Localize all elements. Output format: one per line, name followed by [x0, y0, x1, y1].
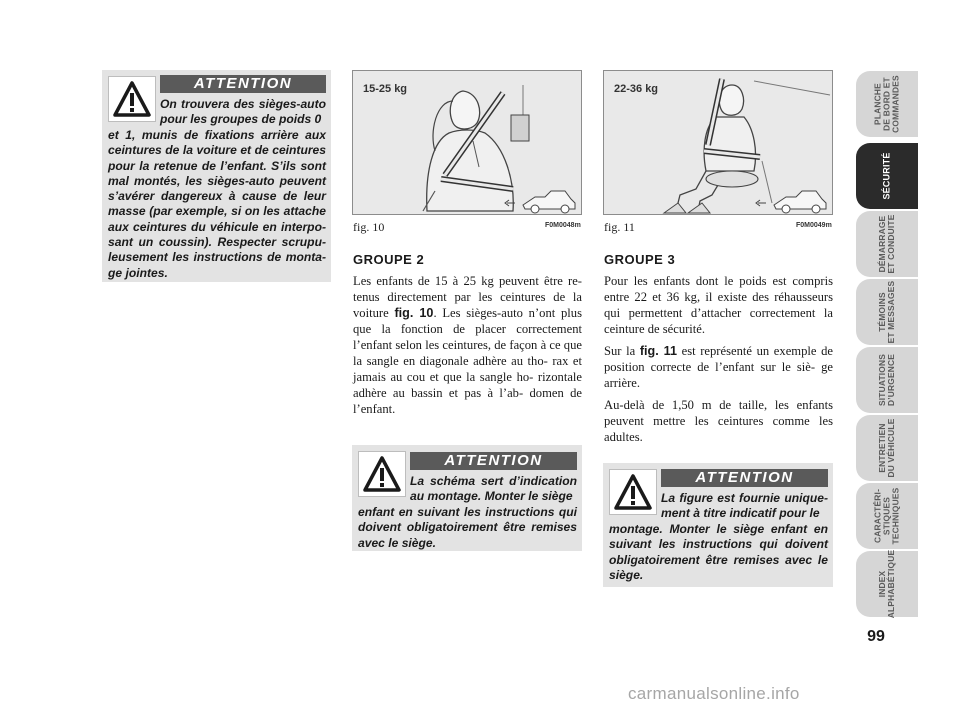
- figure-11: [603, 70, 833, 215]
- tab-label: DÉMARRAGE ET CONDUITE: [877, 214, 896, 274]
- tab-situations-urgence[interactable]: [856, 347, 918, 413]
- tab-label: SITUATIONS D’URGENCE: [877, 353, 896, 407]
- tab-label: TÉMOINS ET MESSAGES: [877, 280, 896, 344]
- warning-heading: ATTENTION: [661, 469, 828, 487]
- warning-heading: ATTENTION: [410, 452, 577, 470]
- child-booster-cushion-illustration: [604, 71, 832, 214]
- warning-text: [160, 97, 326, 128]
- tab-securite[interactable]: [856, 143, 918, 209]
- groupe-3-body: [604, 273, 833, 451]
- tab-demarrage[interactable]: [856, 211, 918, 277]
- watermark: carmanualsonline.info: [628, 684, 800, 703]
- warning-box-2: [352, 445, 582, 551]
- groupe-3-paragraph-1: Pour les enfants dont le poids est compris entre 22 et 36 kg, il existe des réhausseurs qui permettent d’attacher correctement la ceinture de sécurité.: [604, 274, 833, 336]
- figure-weight-label: 22-36 kg: [614, 83, 659, 95]
- section-heading-groupe-2: GROUPE 2: [353, 252, 425, 267]
- warning-box-1: [102, 70, 331, 282]
- warning-text-cont: et 1, munis de fixations arrière aux ceintures de la voiture et de ceintures pour la retenue de l’enfant. S’ils sont mal montés, les sièges-auto peuvent s’avérer dangereux à cause de leur masse (par exemple, si on les attache aux ceintures du véhicule en interpo- sant un coussin). Respecter scrupu- leusement les instructions de monta- ge jointes.: [108, 128, 326, 280]
- groupe-3-text-a: Sur la: [604, 344, 640, 358]
- groupe-3-text-b: est représenté un exemple de position correcte de l’enfant sur le siè- ge arrière.: [604, 344, 833, 390]
- tab-entretien[interactable]: [856, 415, 918, 481]
- warning-triangle-icon: [108, 76, 156, 122]
- figure-code: F0M0048m: [545, 222, 581, 229]
- warning-text-lead: On trouvera des sièges-auto pour les groupes de poids 0: [160, 97, 326, 127]
- warning-triangle-icon: [609, 469, 657, 515]
- figure-reference: fig. 11: [639, 344, 677, 358]
- warning-heading: ATTENTION: [160, 75, 326, 93]
- warning-box-3: [603, 463, 833, 587]
- warning-text-cont: enfant en suivant les instructions qui doivent obligatoirement être remises avec le siège.: [358, 505, 577, 550]
- warning-text: La schéma sert d’indication au montage. Monter le siège: [410, 474, 577, 504]
- child-booster-seat-illustration: [353, 71, 581, 214]
- tab-caracteristiques[interactable]: [856, 483, 918, 549]
- tab-label: CARACTÉRI- STIQUES TECHNIQUES: [872, 487, 901, 545]
- warning-text: La figure est fournie unique- ment à titre indicatif pour le: [661, 491, 828, 521]
- warning-triangle-icon: [358, 451, 406, 497]
- tab-index[interactable]: [856, 551, 918, 617]
- page-number: 99: [867, 628, 885, 645]
- figure-weight-label: 15-25 kg: [363, 83, 408, 95]
- tab-label: ENTRETIEN DU VÉHICULE: [877, 418, 896, 478]
- groupe-3-paragraph-3: Au-delà de 1,50 m de taille, les enfants peuvent mettre les ceintures comme les adultes.: [604, 398, 833, 444]
- figure-reference: fig. 10: [394, 306, 434, 320]
- figure-caption: fig. 11: [604, 220, 635, 234]
- groupe-2-text-b: . Les sièges-auto n’ont plus que la fonction de placer correctement l’enfant selon les ceintures, de façon à ce que la sangle en diagonale adhère au tho- rax et jamais au cou et que la sangle ho- rizontale adhère au bassin et pas à l’ab- domen de l’enfant.: [353, 306, 582, 416]
- tab-label: PLANCHE DE BORD ET COMMANDES: [872, 75, 901, 133]
- tab-label: INDEX ALPHABÉTIQUE: [877, 549, 896, 619]
- tab-label: SÉCURITÉ: [881, 152, 892, 200]
- figure-10: [352, 70, 582, 215]
- groupe-2-text-a: Les enfants de 15 à 25 kg peuvent être re- tenus directement par les ceintures de la voiture: [353, 274, 582, 320]
- figure-caption: fig. 10: [353, 220, 385, 234]
- tab-temoins[interactable]: [856, 279, 918, 345]
- tab-planche-de-bord[interactable]: [856, 71, 918, 137]
- figure-code: F0M0049m: [796, 222, 832, 229]
- warning-text-cont: montage. Monter le siège enfant en suivant les instructions qui doivent obligatoirement être remises avec le siège.: [609, 522, 828, 582]
- section-heading-groupe-3: GROUPE 3: [604, 252, 676, 267]
- groupe-2-body: [353, 273, 582, 423]
